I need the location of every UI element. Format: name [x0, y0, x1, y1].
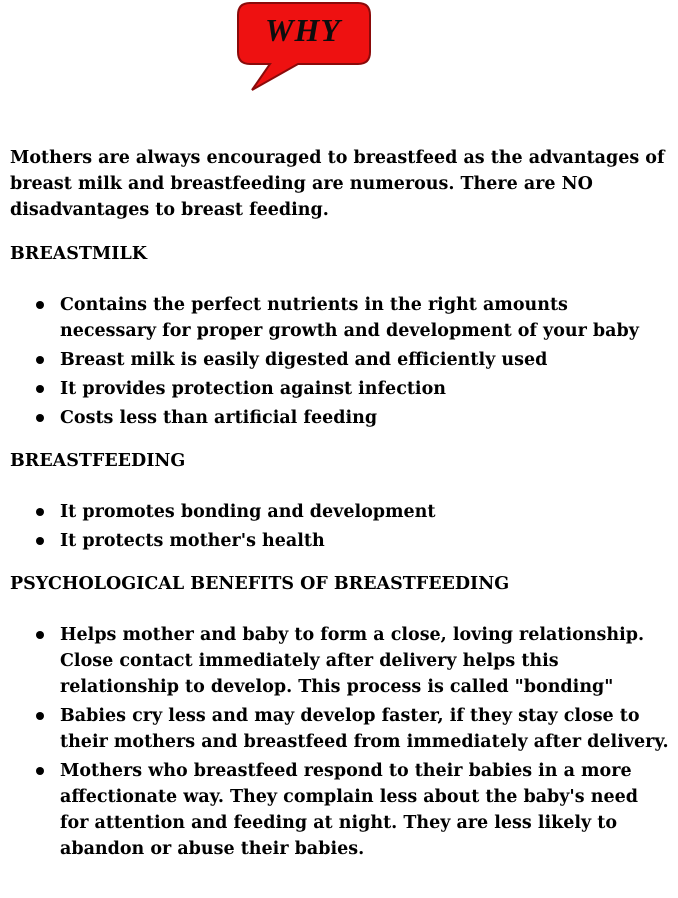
list-item-text: Helps mother and baby to form a close, loving relationship. Close contact immediately after delivery helps this relationship to develop. This process is called "bonding" — [60, 625, 645, 697]
bullet-icon — [36, 712, 44, 720]
list-item-text: Mothers who breastfeed respond to their babies in a more affectionate way. They complain less about the baby's need for attention and feeding at night. They are less likely to abandon or abuse their babies. — [60, 761, 638, 859]
bullet-icon — [36, 414, 44, 422]
document-body — [10, 145, 670, 879]
bullet-icon — [36, 631, 44, 639]
list-item-text: Babies cry less and may develop faster, if they stay close to their mothers and breastfeed from immediately after delivery. — [60, 706, 669, 752]
list-item — [10, 405, 670, 431]
list-item — [10, 758, 670, 862]
list-item-text: Breast milk is easily digested and efficiently used — [60, 350, 548, 370]
section-heading-psychological-benefits: PSYCHOLOGICAL BENEFITS OF BREASTFEEDING — [10, 574, 510, 594]
why-callout — [236, 2, 376, 94]
bullet-icon — [36, 508, 44, 516]
list-item-text: It provides protection against infection — [60, 379, 446, 399]
bullet-icon — [36, 537, 44, 545]
breastfeeding-list — [10, 499, 670, 554]
callout-label: WHY — [265, 12, 341, 48]
intro-paragraph: Mothers are always encouraged to breastfeed as the advantages of breast milk and breastfeeding are numerous. There are NO disadvantages to breast feeding. — [10, 148, 665, 220]
bullet-icon — [36, 767, 44, 775]
list-item — [10, 703, 670, 755]
list-item-text: Costs less than artificial feeding — [60, 408, 378, 428]
list-item-text: It protects mother's health — [60, 531, 325, 551]
list-item-text: It promotes bonding and development — [60, 502, 436, 522]
list-item — [10, 499, 670, 525]
list-item-text: Contains the perfect nutrients in the right amounts necessary for proper growth and development of your baby — [60, 295, 639, 341]
bullet-icon — [36, 301, 44, 309]
list-item — [10, 347, 670, 373]
list-item — [10, 376, 670, 402]
bullet-icon — [36, 385, 44, 393]
breastmilk-list — [10, 292, 670, 431]
list-item — [10, 528, 670, 554]
list-item — [10, 622, 670, 700]
section-heading-breastfeeding: BREASTFEEDING — [10, 451, 186, 471]
bullet-icon — [36, 356, 44, 364]
list-item — [10, 292, 670, 344]
section-heading-breastmilk: BREASTMILK — [10, 244, 147, 264]
psychological-benefits-list — [10, 622, 670, 862]
